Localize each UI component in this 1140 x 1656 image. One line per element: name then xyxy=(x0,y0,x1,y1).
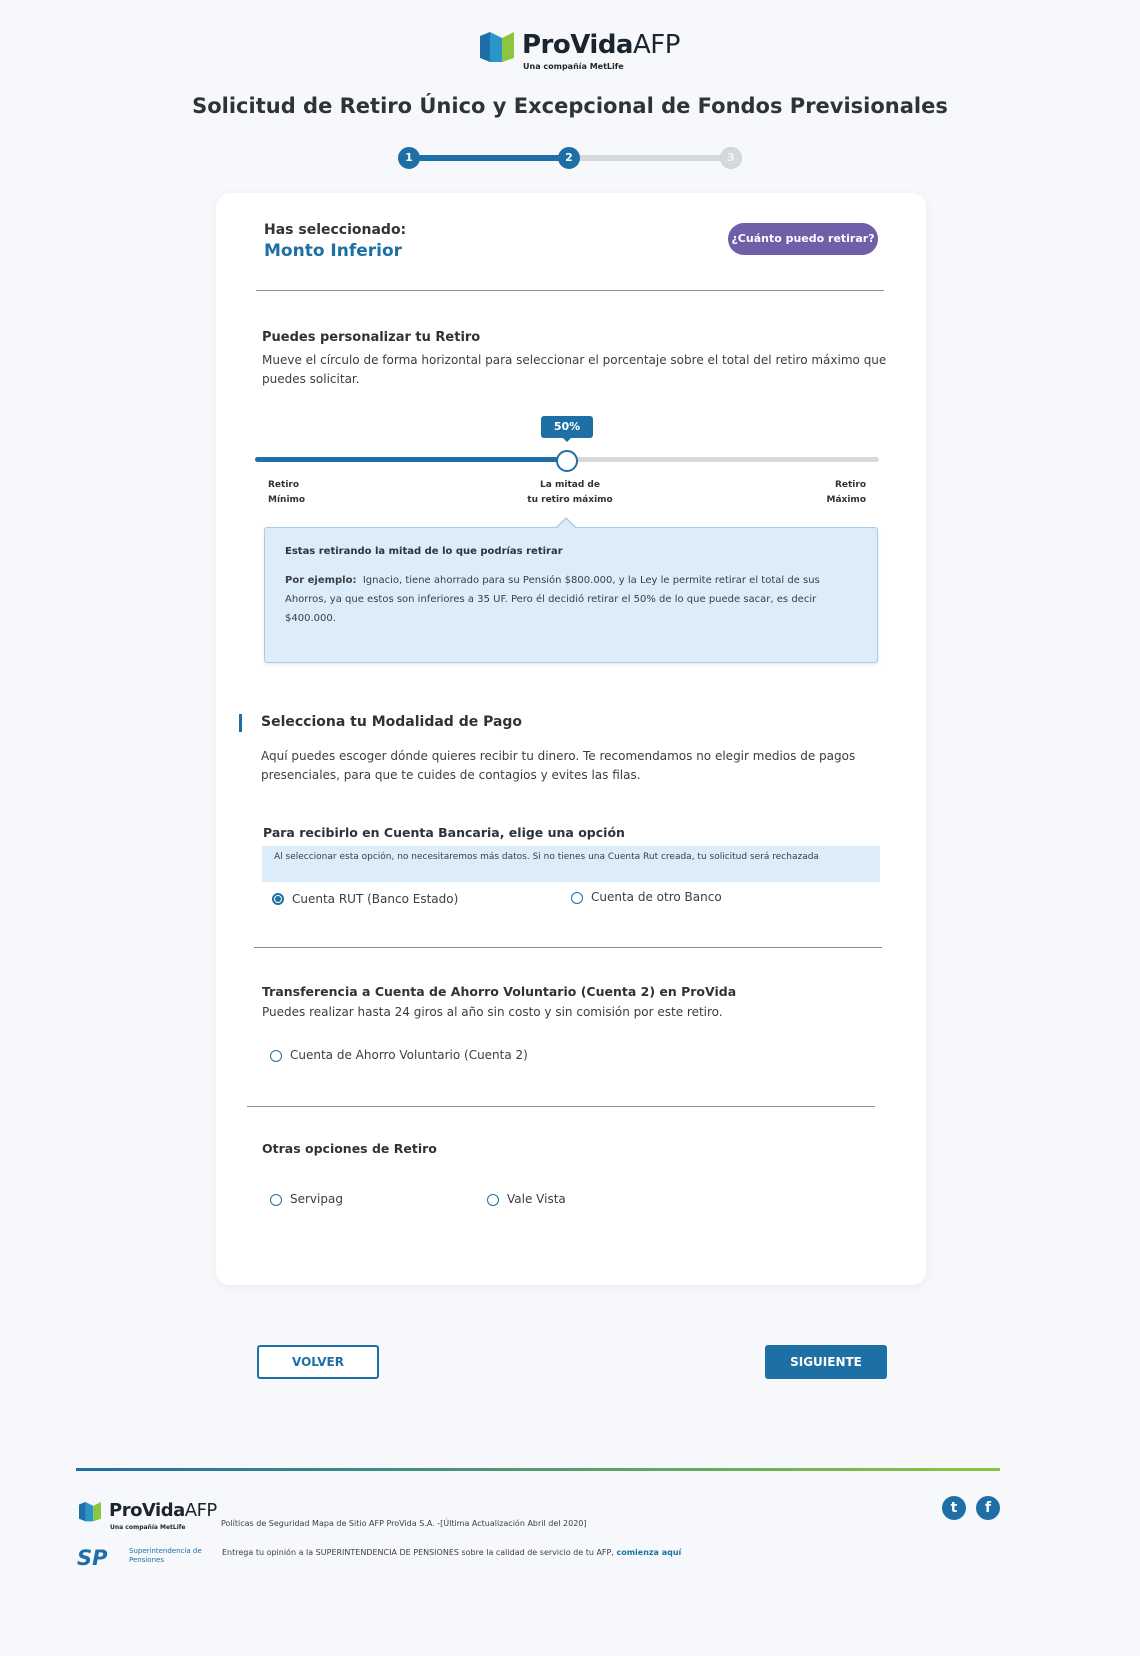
slider-max-label-line-1: Retiro xyxy=(834,480,866,490)
logo-text: ProVidaAFP xyxy=(522,30,680,60)
footer-logo-mark-icon xyxy=(79,1500,101,1522)
bank-title: Para recibirlo en Cuenta Bancaria, elige una opción xyxy=(263,825,625,840)
sp-logo-mark: SP xyxy=(77,1546,108,1570)
transfer-title: Transferencia a Cuenta de Ahorro Voluntario (Cuenta 2) en ProVida xyxy=(262,984,737,999)
superintendencia-logo[interactable] xyxy=(77,1544,212,1570)
section-accent-bar xyxy=(239,714,242,732)
slider-max-label-line-2: Máximo xyxy=(826,495,866,505)
step-1: 1 xyxy=(398,147,420,169)
radio-cuenta-rut-label[interactable]: Cuenta RUT (Banco Estado) xyxy=(292,892,459,906)
info-example-text: Ignacio, tiene ahorrado para su Pensión $800.000, y la Ley le permite retirar el total de sus Ahorros, ya que estos son inferiores a 35 UF. Pero él decidió retirar el 50% de lo que puede sacar, es decir $400.000. xyxy=(285,575,820,624)
slider-badge-arrow xyxy=(562,437,572,442)
slider-track-fill xyxy=(255,457,567,462)
selection-label: Has seleccionado: xyxy=(264,222,407,238)
radio-otro-banco[interactable] xyxy=(571,892,583,904)
slider-value-badge: 50% xyxy=(541,416,593,438)
logo-tagline: Una compañía MetLife xyxy=(523,62,624,71)
selection-value: Monto Inferior xyxy=(264,241,403,261)
footer-divider xyxy=(76,1468,1000,1471)
stepper-progress-line xyxy=(410,155,568,161)
divider xyxy=(247,1106,875,1107)
transfer-description: Puedes realizar hasta 24 giros al año sin costo y sin comisión por este retiro. xyxy=(262,1005,723,1019)
radio-servipag[interactable] xyxy=(270,1194,282,1206)
radio-cuenta-2[interactable] xyxy=(270,1050,282,1062)
footer-provida-logo[interactable] xyxy=(79,1498,219,1534)
sp-logo-text: Superintendencia de Pensiones xyxy=(129,1547,202,1564)
back-button[interactable]: VOLVER xyxy=(257,1345,379,1379)
how-much-button[interactable]: ¿Cuánto puedo retirar? xyxy=(728,223,878,255)
page-title: Solicitud de Retiro Único y Excepcional de Fondos Previsionales xyxy=(192,94,948,118)
slider-mid-label xyxy=(520,478,620,508)
info-box-arrow-inner xyxy=(556,519,576,529)
divider xyxy=(256,290,884,291)
provida-logo[interactable] xyxy=(480,26,680,74)
radio-vale-vista-label[interactable]: Vale Vista xyxy=(507,1192,566,1206)
radio-servipag-label[interactable]: Servipag xyxy=(290,1192,343,1206)
slider-mid-label-line-2: tu retiro máximo xyxy=(527,495,613,505)
stepper-remaining-line xyxy=(568,155,730,161)
divider xyxy=(254,947,882,948)
slider-min-label-line-2: Mínimo xyxy=(268,495,306,505)
info-example-label: Por ejemplo: xyxy=(285,575,357,586)
progress-stepper xyxy=(398,146,744,170)
payment-title: Selecciona tu Modalidad de Pago xyxy=(261,714,523,730)
customize-title: Puedes personalizar tu Retiro xyxy=(262,330,481,345)
radio-cuenta-rut[interactable] xyxy=(272,893,284,905)
twitter-icon[interactable]: t xyxy=(942,1496,966,1520)
facebook-icon[interactable]: f xyxy=(976,1496,1000,1520)
radio-otro-banco-label[interactable]: Cuenta de otro Banco xyxy=(591,890,722,904)
slider-max-label xyxy=(810,478,866,508)
step-3: 3 xyxy=(720,147,742,169)
slider-mid-label-line-1: La mitad de xyxy=(540,480,600,490)
footer-sp-sentence: Entrega tu opinión a la SUPERINTENDENCIA DE PENSIONES sobre la calidad de servicio de tu AFP, xyxy=(222,1548,614,1557)
footer-sp-link[interactable]: comienza aquí xyxy=(616,1548,682,1557)
step-2: 2 xyxy=(558,147,580,169)
slider-min-label-line-1: Retiro xyxy=(268,480,300,490)
radio-vale-vista[interactable] xyxy=(487,1194,499,1206)
customize-description: Mueve el círculo de forma horizontal para seleccionar el porcentaje sobre el total del retiro máximo que puedes solicitar. xyxy=(262,353,887,386)
other-options-title: Otras opciones de Retiro xyxy=(262,1141,437,1156)
info-title: Estas retirando la mitad de lo que podrías retirar xyxy=(285,546,563,557)
slider-thumb[interactable] xyxy=(556,450,578,472)
payment-description: Aquí puedes escoger dónde quieres recibir tu dinero. Te recomendamos no elegir medios de pagos presenciales, para que te cuides de contagios y evites las filas. xyxy=(261,749,856,782)
slider-min-label xyxy=(268,478,305,508)
footer-sp-text xyxy=(222,1548,681,1557)
next-button[interactable]: SIGUIENTE xyxy=(765,1345,887,1379)
footer-links[interactable]: Políticas de Seguridad Mapa de Sitio AFP ProVida S.A. -[Última Actualización Abril del 2020] xyxy=(221,1519,587,1528)
provida-logo-mark-icon xyxy=(480,30,514,62)
radio-cuenta-2-label[interactable]: Cuenta de Ahorro Voluntario (Cuenta 2) xyxy=(290,1048,528,1062)
bank-note: Al seleccionar esta opción, no necesitaremos más datos. Si no tienes una Cuenta Rut creada, tu solicitud será rechazada xyxy=(262,846,880,882)
info-body xyxy=(285,571,860,628)
footer-logo-tagline: Una compañía MetLife xyxy=(110,1524,186,1531)
footer-logo-text: ProVidaAFP xyxy=(109,1500,217,1521)
